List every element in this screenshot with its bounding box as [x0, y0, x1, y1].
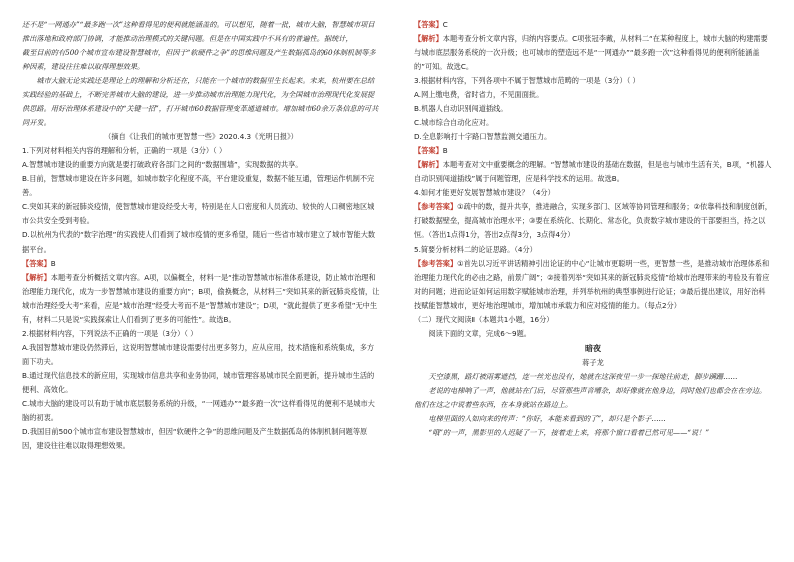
answer-tag: 【答案】	[414, 146, 443, 156]
explanation-text: 本题考查分析概括文章内容。A项，以偏概全，材料一是“推动智慧城市标准体系建设，防止城市治理和治理能力现代化，成为一步智慧城市建设的重要方向”；B项，偷换概念，从材料三“突如其来的新冠肺炎疫情，让城市治理经受大考”来看，应是“城市治理”经受大考而不是“智慧城市建设”；D项，“就此提供了更多希望”无中生有，材料二只是说“实践探索让人们看到了更多的可能性”。故选B。	[22, 272, 380, 324]
explanation-2	[414, 32, 772, 74]
story-para: 天空漆黑，路灯被雨雾遮挡，连一丝光也没有，她就在这深夜里一步一探地往前走，脚步蹒跚……	[428, 372, 738, 382]
reference-tag: 【参考答案】	[414, 202, 458, 212]
question-5: 5.简要分析材料二的论证思路。（4分）	[414, 244, 537, 254]
option-b: B.机器人自动识别闯道插线。	[414, 104, 508, 114]
question-3: 3.根据材料内容，下列各项中不属于智慧城市范畴的一项是（3分）（ ）	[414, 76, 640, 86]
passage-text: 道城市。增加城市60余万条信息的可共同开发。	[22, 104, 379, 128]
reference-answer-5	[414, 257, 772, 313]
reference-text: ①首先以习近平讲话精神引出论证的中心“让城市更聪明一些，更智慧一些，是推动城市治理体系和治理能力现代化的必由之路，前景广阔”；②接着列举“突如其来的新冠肺炎疫情”给城市治理带来的考验及有着应对的问题；进而论证如何运用数字赋能城市治理，并列举杭州的典型事例进行论证；③最后提出建议，用好治科技赋能智慧城市，更好地治理城市，增加城市承载力和应对疫情的能力。（每点2分）	[414, 258, 770, 310]
answer-2	[414, 18, 772, 32]
option-d: D.全息影响打十字路口智慧监测交通压力。	[414, 132, 552, 142]
answer-value: C	[442, 20, 448, 29]
section-heading: （二）现代文阅读Ⅱ（本题共1小题，16分）	[414, 314, 554, 324]
option-d	[22, 228, 380, 256]
answer-tag: 【答案】	[22, 258, 51, 268]
passage-para	[22, 74, 380, 130]
option-text: C.突如其来的新冠肺炎疫情，使智慧城市建设经受大考，特别是在人口密度和人员流动、较快的人口	[22, 202, 339, 212]
article-source: （摘自《让我们的城市更智慧一些》2020.4.3《光明日报》）	[104, 132, 298, 142]
passage-para	[22, 18, 380, 46]
answer-value: B	[50, 258, 56, 268]
option-text: 稠密地区城市公共安全受到考验。	[22, 202, 375, 226]
reference-text: ①疏中的数，提升共享，推进融合，实现多部门、区域等协同管理和服务；②依靠科技和制度创新，打破数据壁垒，提高城市治理水平；③要在系统化、长期化、常态化，负责数字城市建设的干部要担当，持之以恒。（答出1点得1分，答出2点得3分，3点得4分）	[414, 202, 772, 240]
option-text: D.以杭州为代表的“数字治理”的实践使人们看到了城市疫情的更多希望，随后一些省市城市建立	[22, 230, 325, 240]
explanation-3	[414, 158, 772, 186]
question-2: 2.根据材料内容，下列说法不正确的一项是（3分）（ ）	[22, 328, 198, 338]
option-c: C.城市大脑的建设可以有助于城市底层服务系统的升级，“一网通办”“最多跑一次”这样看得见的便利不是城市大脑的初衷。	[22, 398, 375, 422]
story-para: 电梯里面的人如向来的传声：“你好，本能来看到的了”，却只是个影子……	[428, 414, 666, 424]
passage-para: 截至目前的有500个城市宣布建设智慧城市，但因于“软硬件之争”的思维问题及产生数据孤岛的60体制机制等多种因素，建设往往难以取得理想效果。	[22, 48, 376, 72]
option-a: A.智慧城市建设的重要方向就是要打破政府各部门之间的“数据围墙”，实现数据的共享。	[22, 160, 303, 170]
option-text: 管理运作机制不完善。	[22, 174, 375, 198]
right-column	[414, 18, 772, 441]
explanation-text: 本题考查分析文章内容，归纳内容要点。C项张冠李戴，从材料二“在某种程度上，城市大脑的构建需要与城市底层服务系统的一次升级；也可城市的塑造远不是“一网通办”“最多跑一次”这种看得见的便利所能涵盖的”可知。故选C。	[414, 34, 768, 72]
passage-text: 还不是“一网通办”“最多跑一次”这种看得见的便利就能涵盖的。可以想见，随着一批，城市大	[22, 20, 318, 29]
answer-1	[22, 257, 380, 271]
reading-instruction: 阅读下面的文章，完成6～9题。	[428, 328, 531, 338]
option-a: A.我国智慧城市建设仍然滞后，这说明智慧城市建设需要付出更多努力，应从应用，技术措施和系统集成，多方面下功夫。	[22, 342, 375, 366]
answer-value: B	[442, 146, 448, 156]
story-para: 老说的电梯响了一声，他就站在门后，尽管那些声音嘈杂，却好像就在他身边，同时他们也都会在在旁边。他们在这之中说着些东西，在本身就站在路边上。	[414, 386, 767, 410]
option-d: D.我国目前500个城市宣布建设智慧城市，但因“软硬件之争”的思维问题及产生数据孤岛的体制机制问题等原因，建设往往难以取得理想效果。	[22, 426, 368, 450]
answer-3	[414, 144, 772, 158]
explanation-text: 本题考查对文中重要概念的理解。“智慧城市建设的基础在数据，但是也与城市生活有关，B项，“机器人自动识别闯道插线”属于问题管理，应是科学技术的运用。故选B。	[414, 160, 772, 184]
explanation-tag: 【解析】	[22, 272, 51, 282]
explanation-tag: 【解析】	[414, 34, 443, 44]
explanation-tag: 【解析】	[414, 160, 443, 170]
passage-text: 治理现代化发展提供思路。用好治理体系建设中的“关键一招”，打开城市60数据管理变革通	[22, 90, 375, 114]
question-4: 4.如何才能更好发展智慧城市建设？（4分）	[414, 188, 555, 198]
option-c: C.城市综合自动化应对。	[414, 118, 494, 128]
left-column	[22, 18, 380, 453]
option-text: B.目前，智慧城市建设在许多问题，如城市数字化程度不高，平台建设重复，数据不能互通，	[22, 174, 317, 184]
question-1: 1.下列对材料相关内容的理解和分析，正确的一项是（3分）（ ）	[22, 146, 227, 156]
option-b	[22, 172, 380, 200]
answer-tag: 【答案】	[414, 20, 443, 29]
explanation-1	[22, 271, 380, 327]
passage-text: 脑，智慧城市项目推出落地和政府部门协调，才能推动治理模式的关键问题。但是在中国实践中不具有的普遍性。据统计，	[22, 20, 375, 44]
option-a: A.网上缴电费，省时省力，不见面面批。	[414, 90, 544, 100]
option-b: B.通过现代信息技术的新应用，实现城市信息共享和业务协同，城市管理容易城市民全面更新，提升城市生活的便利、高效化。	[22, 370, 375, 394]
story-title: 暗夜	[585, 343, 601, 353]
story-para: “哦”的一声，黑影里的人迟疑了一下，接着走上来，将那个窗口看着已然可见——“说！”	[428, 428, 710, 438]
story-author: 蒋子龙	[582, 358, 604, 368]
passage-text: 城市大脑无论实践还是理论上的理解和分析还在，只能在一个城市的数据里生长起来。未来，杭州要在总结实践经验的基础上，不断完善城市大脑的建设，进一步推动城市治理能力现代化，为全国城市	[22, 76, 375, 100]
option-text: 了城市智能大数据平台。	[22, 230, 376, 254]
option-c	[22, 200, 380, 228]
reference-answer-4	[414, 200, 772, 242]
reference-tag: 【参考答案】	[414, 258, 458, 268]
